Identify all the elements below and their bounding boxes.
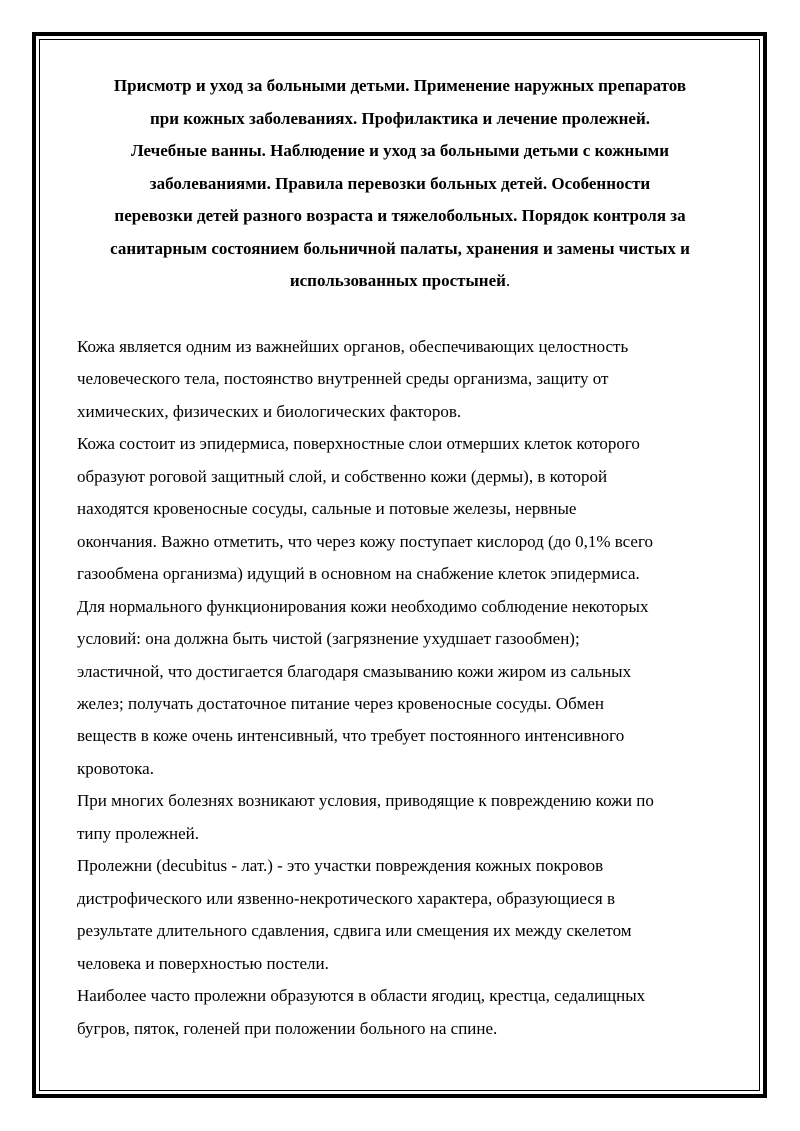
body-line: условий: она должна быть чистой (загрязнение ухудшает газообмен);	[77, 629, 580, 649]
title-line: Присмотр и уход за больными детьми. Применение наружных препаратов	[113, 76, 687, 95]
body-line: образуют роговой защитный слой, и собственно кожи (дермы), в которой	[77, 466, 608, 486]
body-line: веществ в коже очень интенсивный, что требует постоянного интенсивного	[77, 726, 625, 746]
body-line: бугров, пяток, голеней при положении больного на спине.	[77, 1018, 498, 1038]
title-period: .	[505, 271, 511, 290]
body-line: эластичной, что достигается благодаря смазыванию кожи жиром из сальных	[77, 661, 632, 681]
body-line: дистрофического или язвенно-некротического характера, образующиеся в	[77, 888, 616, 908]
body-line: окончания. Важно отметить, что через кожу поступает кислород (до 0,1% всего	[77, 531, 654, 551]
body-line: человеческого тела, постоянство внутренней среды организма, защиту от	[77, 369, 609, 389]
body-line: результате длительного сдавления, сдвига или смещения их между скелетом	[77, 921, 632, 941]
body-line: газообмена организма) идущий в основном на снабжение клеток эпидермиса.	[77, 564, 640, 584]
body-line: человека и поверхностью постели.	[77, 953, 329, 973]
body-line: Пролежни (decubitus - лат.) - это участки повреждения кожных покровов	[77, 856, 604, 876]
title-line-last	[62, 265, 738, 298]
document-body	[77, 331, 737, 1045]
body-line: находятся кровеносные сосуды, сальные и потовые железы, нервные	[77, 499, 577, 519]
body-line: Кожа состоит из эпидермиса, поверхностные слои отмерших клеток которого	[77, 434, 640, 454]
title-line: Лечебные ванны. Наблюдение и уход за больными детьми с кожными	[130, 141, 670, 160]
body-line: кровотока.	[77, 758, 154, 778]
body-line: желез; получать достаточное питание через кровеносные сосуды. Обмен	[77, 693, 604, 713]
body-line: Кожа является одним из важнейших органов, обеспечивающих целостность	[77, 337, 629, 356]
title-line: перевозки детей разного возраста и тяжелобольных. Порядок контроля за	[114, 206, 686, 225]
title-line: санитарным состоянием больничной палаты, хранения и замены чистых и	[110, 238, 690, 258]
body-line: химических, физических и биологических факторов.	[77, 401, 462, 421]
title-line: заболеваниями. Правила перевозки больных детей. Особенности	[149, 173, 651, 193]
body-line: Наиболее часто пролежни образуются в области ягодиц, крестца, седалищных	[77, 986, 646, 1006]
body-line: типу пролежней.	[77, 823, 200, 843]
document-title	[62, 70, 738, 298]
body-line: При многих болезнях возникают условия, приводящие к повреждению кожи по	[77, 791, 654, 811]
body-line: Для нормального функционирования кожи необходимо соблюдение некоторых	[77, 596, 649, 616]
title-line: при кожных заболеваниях. Профилактика и лечение пролежней.	[149, 108, 651, 128]
title-line-text: использованных простыней	[289, 271, 506, 290]
